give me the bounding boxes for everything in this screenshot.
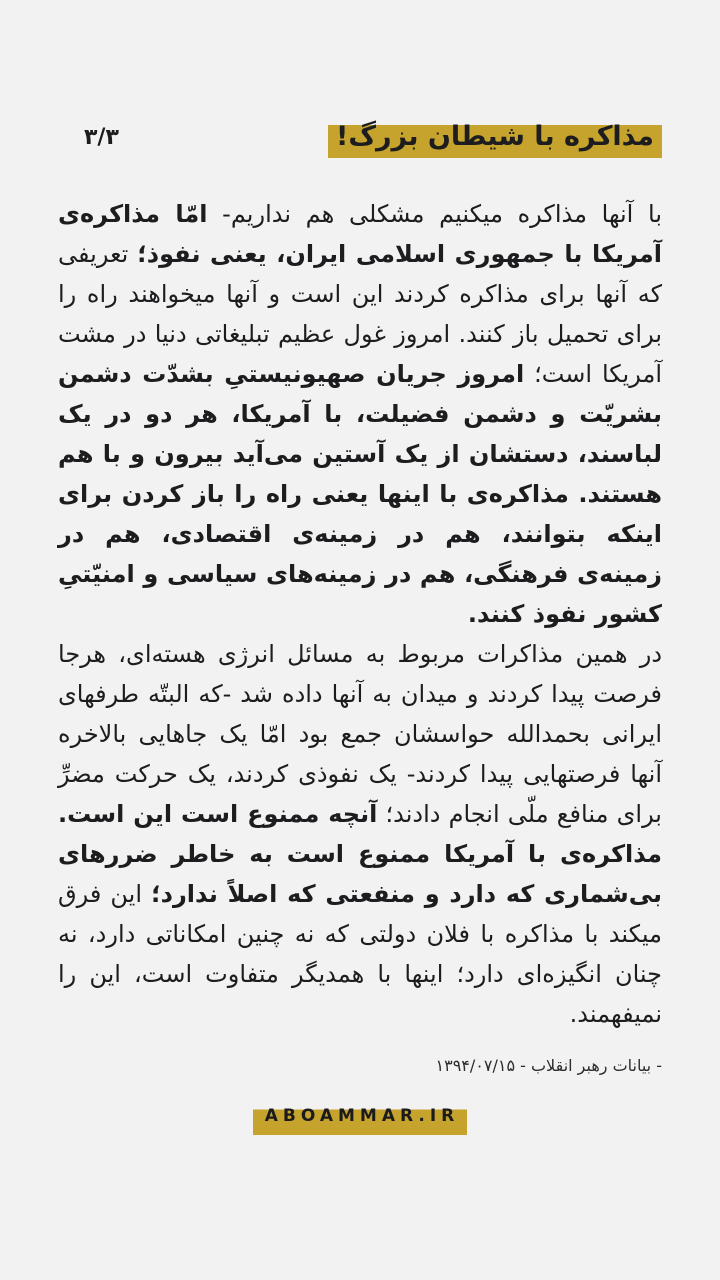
attribution: - بیانات رهبر انقلاب - ۱۳۹۴/۰۷/۱۵ <box>435 1056 662 1075</box>
header <box>58 116 662 158</box>
watermark-row <box>0 1104 720 1135</box>
site-watermark: ABOAMMAR.IR <box>253 1104 468 1135</box>
quote-body <box>58 194 662 1034</box>
page-indicator: ۳/۳ <box>84 124 119 150</box>
page-title: مذاکره با شیطان بزرگ! <box>328 116 662 158</box>
quote-paragraph-1: با آنها مذاکره میکنیم مشکلی هم نداریم- امّا مذاکره‌ی آمریکا با جمهوری اسلامی ایران، یعنی نفوذ؛ تعریفی که آنها برای مذاکره کردند این است و آنها میخواهند راه را برای تحمیل باز کنند. امروز غول عظیم تبلیغاتی دنیا در مشت آمریکا است؛ امروز جریان صهیونیستیِ بشدّت دشمن بشریّت و دشمن فضیلت، با آمریکا، هر دو در یک لباسند، دستشان از یک آستین می‌آید بیرون و با هم هستند. مذاکره‌ی با اینها یعنی راه را باز کردن برای اینکه بتوانند، هم در زمینه‌ی اقتصادی، هم در زمینه‌ی فرهنگی، هم در زمینه‌های سیاسی و امنیّتیِ کشور نفوذ کنند. <box>58 200 663 628</box>
quote-paragraph-2: در همین مذاکرات مربوط به مسائل انرژی هسته‌ای، هرجا فرصت پیدا کردند و میدان به آنها داده شد -که البتّه طرفهای ایرانی بحمدالله حواسشان جمع بود امّا یک جاهایی بالاخره آنها فرصتهایی پیدا کردند- یک نفوذی کردند، یک حرکت مضرِّ برای منافع ملّی انجام دادند؛ آنچه ممنوع است این است. مذاکره‌ی با آمریکا ممنوع است به خاطر ضررهای بی‌شماری که دارد و منفعتی که اصلاً ندارد؛ این فرق میکند با مذاکره با فلان دولتی که نه چنین امکاناتی دارد، نه چنان انگیزه‌ای دارد؛ اینها با همدیگر متفاوت است، این را نمیفهمند. <box>58 640 662 1028</box>
